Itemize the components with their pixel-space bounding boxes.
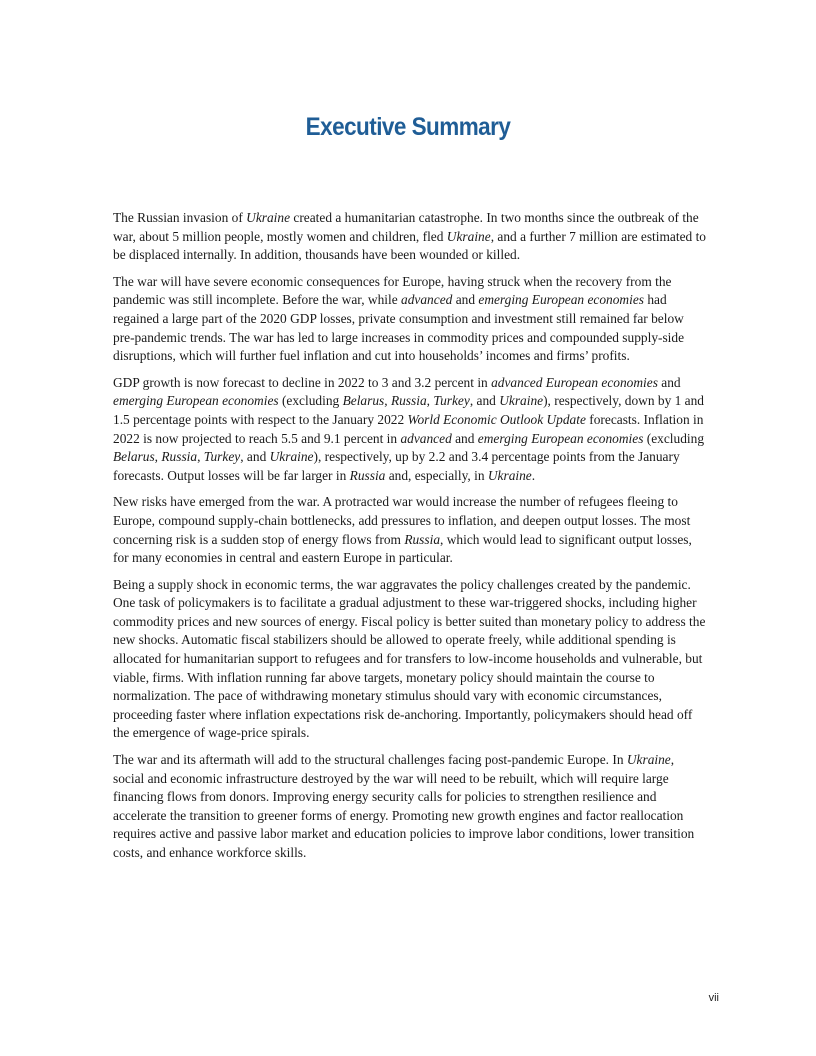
italic-text: Russia [390,393,427,409]
text-run: The war will have severe economic consequences for Europe, having struck when the recovery from the pandemic was still incomplete. Before the war, while [113,273,672,308]
text-run: The Russian invasion of [113,210,247,225]
italic-text: Ukraine [626,752,671,768]
text-run: Being a supply shock in economic terms, the war aggravates the policy challenges created by the pandemic. One task of policymakers is to facilitate a gradual adjustment to these war-triggered shocks, including higher commodity prices and new sources of energy. Fiscal policy is better suited than monetary policy to address the new shocks. Automatic fiscal stabilizers should be allowed to operate freely, while additional spending is allocated for humanitarian support to refugees and for transfers to low-income households and vulnerable, but viable, firms. With inflation running far above targets, monetary policy should maintain the course to normalization. The pace of withdrawing monetary stimulus should vary with economic circumstances, proceeding faster where inflation expectations risk de-anchoring. Importantly, policymakers should head off the emergence of wage-price spirals. [113,576,706,741]
italic-text: advanced [400,430,452,446]
italic-text: Turkey [433,393,470,409]
text-run: forecasts. Inflation in 2022 is now projected to reach 5.5 and 9.1 percent in [113,411,704,446]
italic-text: advanced [401,292,453,308]
italic-text: Belarus [342,393,385,409]
italic-text: Ukraine [446,228,491,244]
italic-text: Ukraine [269,449,314,465]
text-run: , [154,449,162,465]
italic-text: Ukraine [246,210,291,225]
text-run: , which would lead to significant output losses, for many economies in central and eastern Europe in particular. [113,531,692,566]
text-run: , social and economic infrastructure destroyed by the war will need to be rebuilt, which will require large financing flows from donors. Improving energy security calls for policies to strengthen resilience and accelerate the transition to greener forms of energy. Promoting new growth engines and factor reallocation requires active and passive labor market and education policies to improve labor conditions, lower transition costs, and enhance workforce skills. [113,752,695,860]
paragraph [113,493,707,567]
text-run: and [451,430,478,446]
summary-body [113,209,707,871]
text-run: . [531,467,536,483]
paragraph [113,751,707,863]
paragraph [113,209,707,265]
italic-text: Ukraine [487,467,532,483]
text-run: ), respectively, up by 2.2 and 3.4 percentage points from the January forecasts. Output losses will be far larger in [113,449,680,483]
italic-text: emerging European economies [477,430,644,446]
text-run: and [657,374,681,390]
italic-text: Russia [161,449,198,465]
text-run: had regained a large part of the 2020 GDP losses, private consumption and investment still remained far below pre-pandemic trends. The war has led to large increases in commodity prices and compounded supply-side disruptions, which will further fuel inflation and cut into households’ incomes and firms’ profits. [113,292,685,364]
text-run: New risks have emerged from the war. A protracted war would increase the number of refugees fleeing to Europe, compound supply-chain bottlenecks, add pressures to inflation, and deepen output losses. The most concerning risk is a sudden stop of energy flows from [113,494,691,547]
text-run: and [452,292,479,308]
text-run: , and a further 7 million are estimated to be displaced internally. In addition, thousands have been wounded or killed. [113,228,706,263]
text-run: and, especially, in [385,467,488,483]
italic-text: Russia [404,531,441,547]
italic-text: emerging European economies [113,393,279,409]
italic-text: emerging European economies [478,292,644,308]
paragraph [113,576,707,743]
text-run: , and [469,393,500,409]
text-run: , and [240,449,270,465]
italic-text: advanced European economies [491,374,658,390]
text-run: , [197,449,204,465]
text-run: ), respectively, down by 1 and 1.5 percentage points with respect to the January 2022 [113,393,704,427]
italic-text: Turkey [203,449,241,465]
paragraph [113,273,707,366]
italic-text: World Economic Outlook Update [407,411,586,427]
page-number: vii [708,992,719,1004]
text-run: , [384,393,391,409]
text-run: , [426,393,434,409]
italic-text: Ukraine [499,393,544,409]
text-run: (excluding [643,430,705,446]
page-title: Executive Summary [305,112,511,141]
paragraph [113,374,707,486]
text-run: created a humanitarian catastrophe. In two months since the outbreak of the war, about 5 million people, mostly women and children, fled [113,210,699,244]
text-run: The war and its aftermath will add to the structural challenges facing post-pandemic Europe. In [113,752,627,768]
italic-text: Belarus [113,449,155,465]
text-run: GDP growth is now forecast to decline in 2022 to 3 and 3.2 percent in [113,374,492,390]
italic-text: Russia [349,467,386,483]
text-run: (excluding [278,393,343,409]
